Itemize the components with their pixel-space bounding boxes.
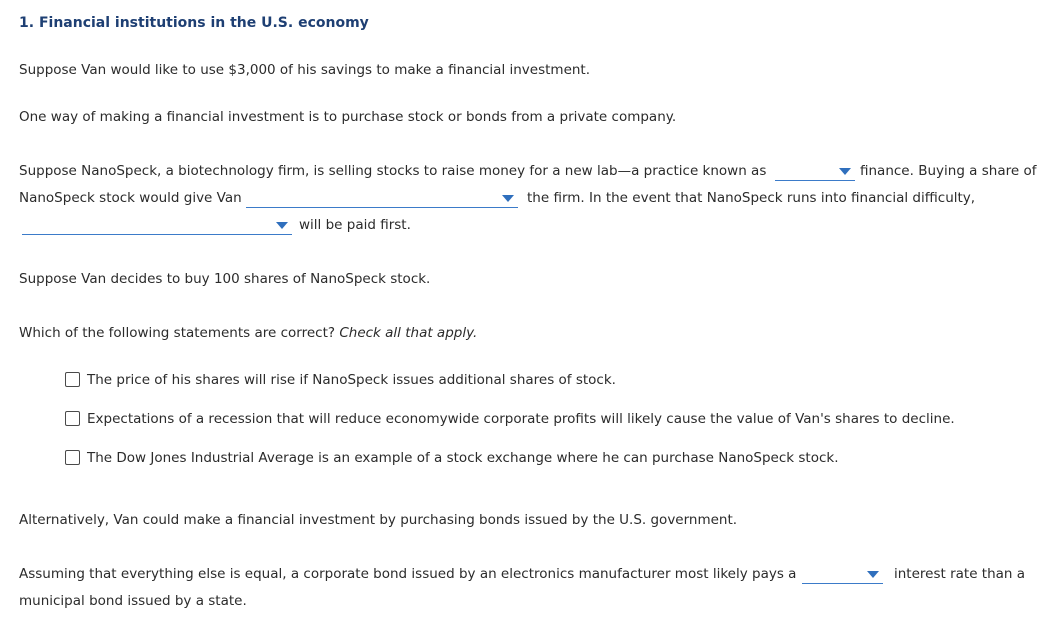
option-3-label[interactable]: The Dow Jones Industrial Average is an example of a stock exchange where he can purchase NanoSpeck stock. [87, 450, 839, 466]
paragraph-buy-shares: Suppose Van decides to buy 100 shares of NanoSpeck stock. [19, 271, 431, 287]
paragraph-savings: Suppose Van would like to use $3,000 of his savings to make a financial investment. [19, 62, 591, 78]
paid-first-dropdown[interactable] [22, 216, 292, 235]
option-1-label[interactable]: The price of his shares will rise if NanoSpeck issues additional shares of stock. [87, 372, 616, 388]
option-1-checkbox[interactable] [65, 372, 80, 387]
para3-line3-after: will be paid first. [299, 217, 411, 233]
chevron-down-icon [839, 168, 851, 175]
para3-line1-after: finance. Buying a share of [860, 163, 1037, 179]
interest-rate-dropdown[interactable] [802, 565, 883, 584]
question-number-suffix: . [28, 15, 35, 31]
question-title-text: Financial institutions in the U.S. economy [38, 15, 369, 31]
para3-line2-after: the firm. In the event that NanoSpeck runs into financial difficulty, [527, 190, 976, 206]
statements-question [19, 324, 477, 342]
para7-line1-after: interest rate than a [894, 566, 1026, 582]
chevron-down-icon [867, 571, 879, 578]
option-2-label[interactable]: Expectations of a recession that will reduce economywide corporate profits will likely cause the value of Van's shares to decline. [87, 411, 955, 427]
chevron-down-icon [276, 222, 288, 229]
option-3-checkbox[interactable] [65, 450, 80, 465]
para7-line2: municipal bond issued by a state. [19, 593, 247, 609]
option-2-checkbox[interactable] [65, 411, 80, 426]
para7-line1-before: Assuming that everything else is equal, a corporate bond issued by an electronics manufacturer most likely pays a [19, 566, 797, 582]
para3-line2-before: NanoSpeck stock would give Van [19, 190, 242, 206]
paragraph-investment-way: One way of making a financial investment is to purchase stock or bonds from a private company. [19, 109, 677, 125]
paragraph-government-bonds: Alternatively, Van could make a financial investment by purchasing bonds issued by the U.S. government. [19, 512, 738, 528]
chevron-down-icon [502, 195, 514, 202]
para3-line1-before: Suppose NanoSpeck, a biotechnology firm, is selling stocks to raise money for a new lab—a practice known as [19, 163, 767, 179]
question-number: 1 [19, 15, 29, 31]
ownership-dropdown[interactable] [246, 189, 518, 208]
statements-question-text: Which of the following statements are correct? [19, 325, 336, 341]
question-title [19, 14, 369, 32]
statements-instruction: Check all that apply. [339, 325, 478, 341]
finance-type-dropdown[interactable] [775, 162, 855, 181]
